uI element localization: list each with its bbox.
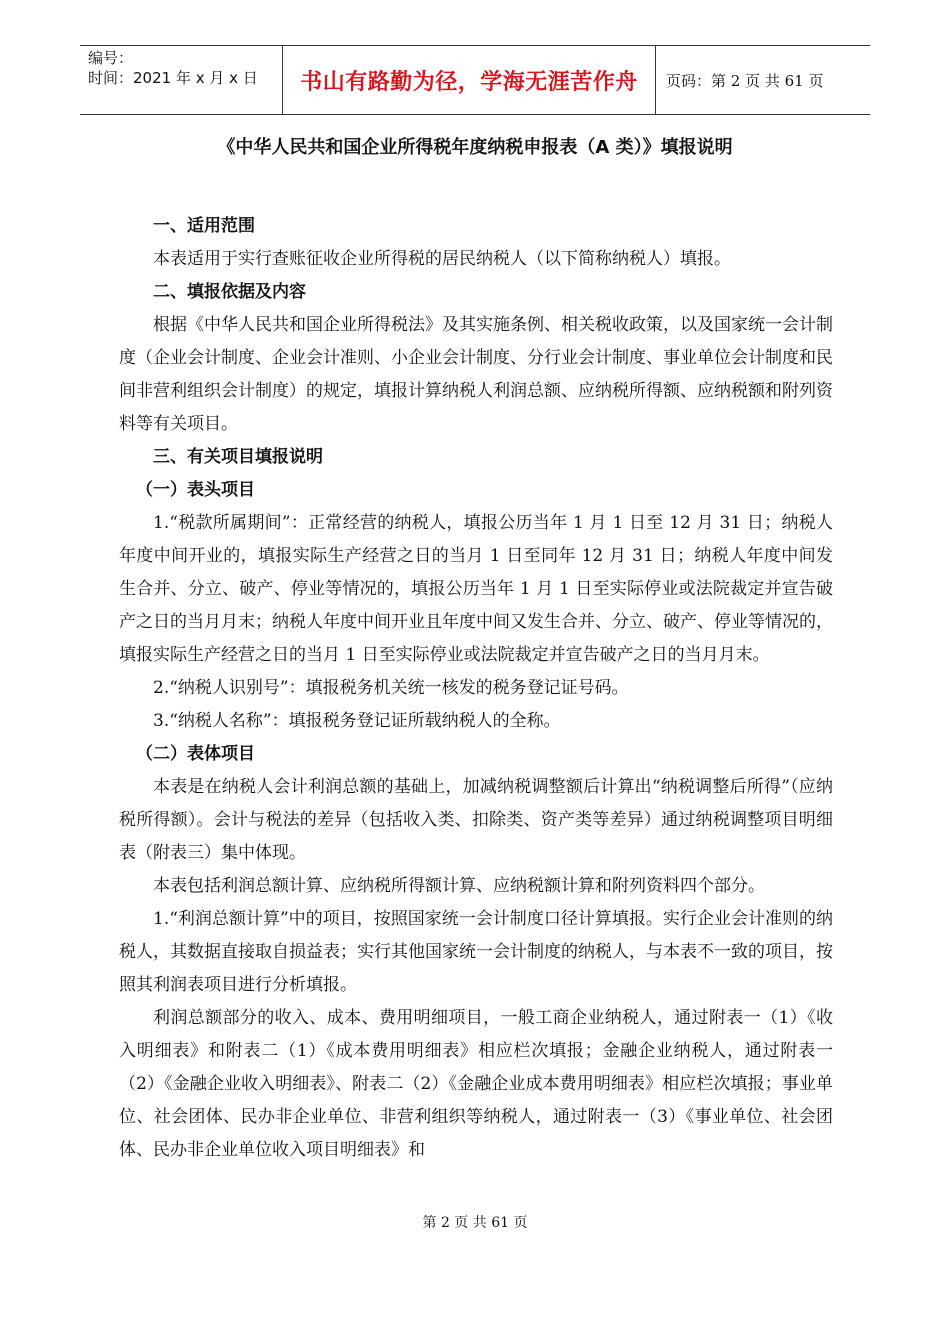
body-paragraph: 2.“纳税人识别号”：填报税务机关统一核发的税务登记证号码。 (153, 678, 629, 698)
body-paragraph: 本表是在纳税人会计利润总额的基础上，加减纳税调整额后计算出“纳税调整后所得”（应纳税所得额）。会计与税法的差异（包括收入类、扣除类、资产类等差异）通过纳税调整项目明细表（附表三）集中体现。 (119, 777, 833, 863)
page-footer: 第 2 页 共 61 页 (422, 1215, 528, 1231)
body-paragraph: 3.“纳税人名称”：填报税务登记证所载纳税人的全称。 (153, 711, 561, 731)
body-paragraph: 利润总额部分的收入、成本、费用明细项目，一般工商企业纳税人，通过附表一（1）《收入明细表》和附表二（1）《成本费用明细表》相应栏次填报；金融企业纳税人，通过附表一（2）《金融企业收入明细表》、附表二（2）《金融企业成本费用明细表》相应栏次填报；事业单位、社会团体、民办非企业单位、非营利组织等纳税人，通过附表一（3）《事业单位、社会团体、民办非企业单位收入项目明细表》和 (119, 1008, 833, 1160)
document-date: 时间：2021 年 x 月 x 日 (88, 69, 258, 87)
section-heading: 一、适用范围 (153, 216, 255, 236)
body-paragraph: 1.“利润总额计算”中的项目，按照国家统一会计制度口径计算填报。实行企业会计准则的纳税人，其数据直接取自损益表；实行其他国家统一会计制度的纳税人，与本表不一致的项目，按照其利润表项目进行分析填报。 (119, 909, 833, 995)
section-heading: （二）表体项目 (136, 744, 255, 764)
section-heading: （一）表头项目 (136, 480, 255, 500)
document-title: 《中华人民共和国企业所得税年度纳税申报表（A 类）》填报说明 (217, 137, 733, 158)
document-number: 编号： (88, 49, 134, 67)
section-heading: 二、填报依据及内容 (153, 282, 306, 302)
motto: 书山有路勤为径，学海无涯苦作舟 (300, 69, 638, 95)
document-body (119, 210, 833, 1167)
body-paragraph: 本表适用于实行查账征收企业所得税的居民纳税人（以下简称纳税人）填报。 (153, 249, 731, 269)
header-motto-cell (282, 46, 656, 114)
body-paragraph: 1.“税款所属期间”：正常经营的纳税人，填报公历当年 1 月 1 日至 12 月 31 日；纳税人年度中间开业的，填报实际生产经营之日的当月 1 日至同年 12 月 31 日；纳税人年度中间发生合并、分立、破产、停业等情况的，填报公历当年 1 月 1 日至实际停业或法院裁定并宣告破产之日的当月月末；纳税人年度中间开业且年度中间又发生合并、分立、破产、停业等情况的，填报实际生产经营之日的当月 1 日至实际停业或法院裁定并宣告破产之日的当月月末。 (119, 513, 833, 665)
header-page-number: 页码：第 2 页 共 61 页 (666, 71, 824, 90)
header-meta (80, 46, 282, 114)
section-heading: 三、有关项目填报说明 (153, 447, 323, 467)
header-page-cell (656, 46, 870, 114)
body-paragraph: 本表包括利润总额计算、应纳税所得额计算、应纳税额计算和附列资料四个部分。 (153, 876, 765, 896)
body-paragraph: 根据《中华人民共和国企业所得税法》及其实施条例、相关税收政策，以及国家统一会计制度（企业会计制度、企业会计准则、小企业会计制度、分行业会计制度、事业单位会计制度和民间非营利组织会计制度）的规定，填报计算纳税人利润总额、应纳税所得额、应纳税额和附列资料等有关项目。 (119, 315, 833, 434)
document-header (80, 45, 870, 115)
